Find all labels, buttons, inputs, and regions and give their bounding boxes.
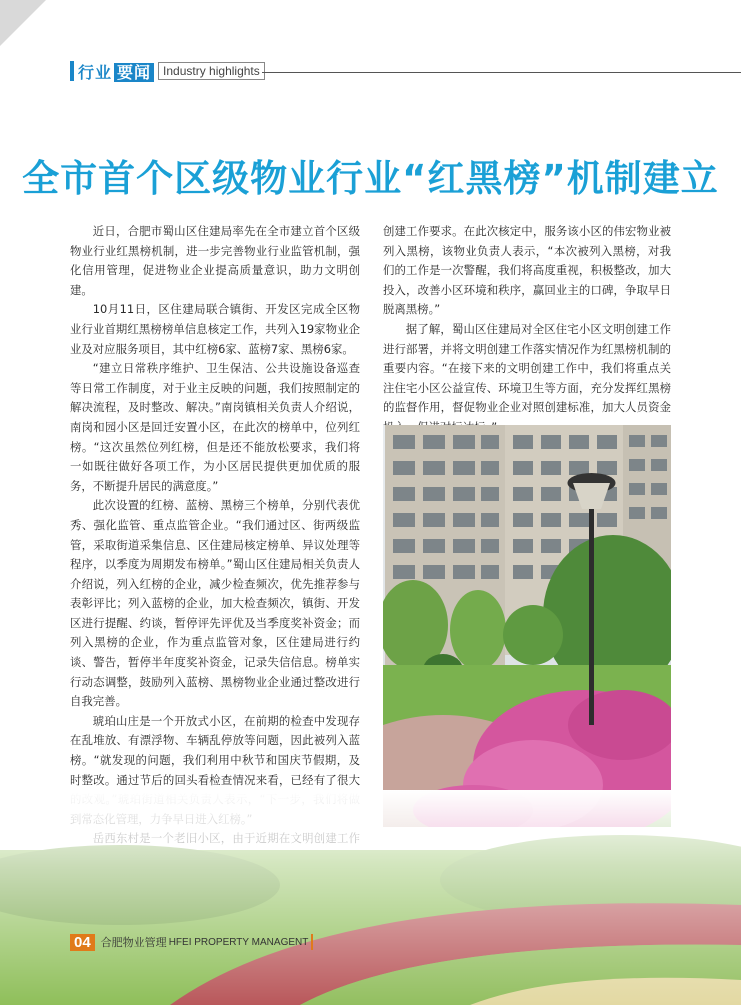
- paragraph: 创建工作要求。在此次核定中，服务该小区的伟宏物业被列入黑榜，该物业负责人表示，“本次被列入黑榜，对我们的工作是一次警醒，我们将高度重视，积极整改，加大投入，改善小区环境和秩序，赢回业主的口碑，争取早日脱离黑榜。”: [383, 224, 671, 317]
- article-title: 全市首个区级物业行业“红黑榜”机制建立: [22, 157, 719, 200]
- section-header: [70, 60, 265, 82]
- section-divider: [262, 72, 741, 73]
- paragraph: 此次设置的红榜、蓝榜、黑榜三个榜单，分别代表优秀、强化监管、重点监管企业。“我们通过区、街两级监管，采取街道采集信息、区住建局核定榜单、异议处理等程序，以季度为周期发布榜单。”蜀山区住建局相关负责人介绍说，列入红榜的企业，减少检查频次，优先推荐参与表彰评比；列入蓝榜的企业，加大检查频次，镇街、开发区进行提醒、约谈，暂停评先评优及当季度奖补资金；而列入黑榜的企业，作为重点监管对象，区住建局进行约谈、警告，暂停半年度奖补资金，记录失信信息。榜单实行动态调整，鼓励列入蓝榜、黑榜物业企业通过整改进行自我完善。: [70, 498, 360, 709]
- section-title-part2: 要闻: [114, 63, 154, 82]
- section-title-part1: 行业: [78, 62, 113, 82]
- page-corner-fold: [0, 0, 46, 46]
- community-photo: [383, 425, 671, 827]
- background-scenery: [0, 790, 741, 1005]
- footer-divider: [311, 934, 313, 950]
- page-footer: [70, 932, 313, 952]
- section-title-en: Industry highlights: [158, 62, 265, 80]
- section-title-cn: [78, 60, 154, 83]
- paragraph: 10月11日，区住建局联合镇街、开发区完成全区物业行业首期红黑榜榜单信息核定工作，共列入19家物业企业及对应服务项目，其中红榜6家、蓝榜7家、黑榜6家。: [70, 302, 360, 356]
- section-marker-bar: [70, 61, 74, 81]
- paragraph: 据了解，蜀山区住建局对全区住宅小区文明创建工作进行部署，并将文明创建工作落实情况作为红黑榜机制的重要内容。“在接下来的文明创建工作中，我们将重点关注住宅小区公益宣传、环境卫生等方面，充分发挥红黑榜的监督作用，督促物业企业对照创建标准，加大人员资金: [383, 321, 671, 415]
- article-column-left: [70, 222, 360, 869]
- page-number: 04: [70, 934, 95, 951]
- paragraph: 琥珀山庄是一个开放式小区，在前期的检查中发现存在乱堆放、有漂浮物、车辆乱停放等问题，因此被列入蓝榜。“就发现的问题，我们利用中秋节和国庆节假期，及时整改。通过节后的回头看检查情况来看，已经有了很大: [70, 713, 360, 787]
- publication-name-en: HFEI PROPERTY MANAGENT: [168, 936, 309, 948]
- paragraph: 近日，合肥市蜀山区住建局率先在全市建立首个区级物业行业红黑榜机制，进一步完善物业行业监管机制，强化信用管理，促进物业企业提高质量意识，助力文明创建。: [70, 224, 360, 297]
- publication-name-cn: 合肥物业管理: [100, 936, 167, 949]
- article-column-right: [383, 222, 671, 438]
- paragraph: “建立日常秩序维护、卫生保洁、公共设施设备巡查等日常工作制度，对于业主反映的问题，我们按照制定的解决流程，及时整改、解决。”南岗镇相关负责人介绍说，南岗和园小区是回迁安置小区，在此次的榜单中，位列红榜。“这次虽然位列红榜，但是还不能放松要求，我们将一如既往做好各项工作，为小区居民提供更加优质的服务，不断提升居民的满意度。”: [70, 361, 360, 493]
